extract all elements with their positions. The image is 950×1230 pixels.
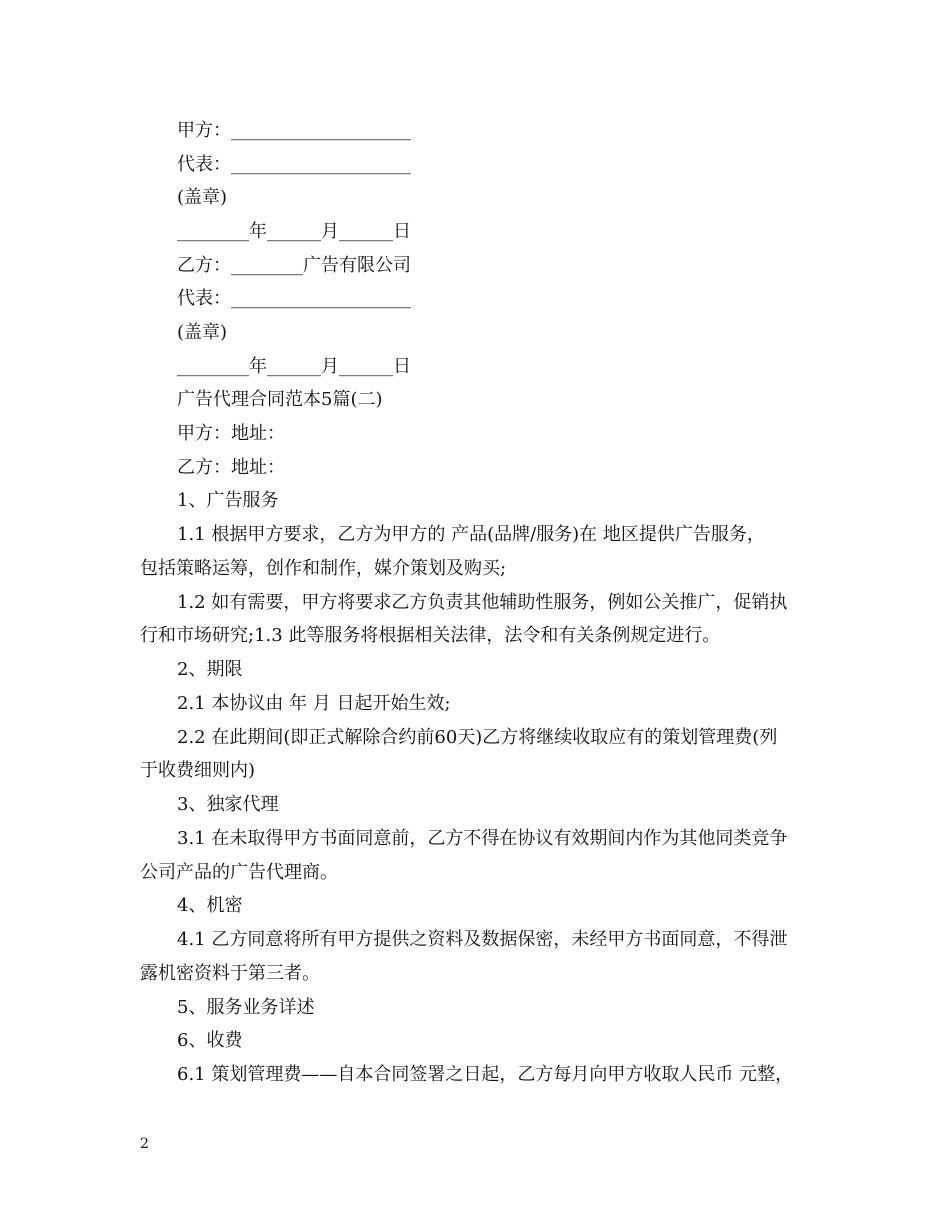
clause-1-2-line-2: 行和市场研究;1.3 此等服务将根据相关法律，法令和有关条例规定进行。 — [140, 625, 721, 646]
clause-3-1-line-1: 3.1 在未取得甲方书面同意前，乙方不得在协议有效期间内作为其他同类竞争 — [177, 828, 788, 849]
clause-1-1-line-2: 包括策略运筹，创作和制作，媒介策划及购买; — [140, 558, 507, 579]
section-4-heading: 4、机密 — [177, 895, 243, 916]
rep-b-line: 代表：____________________ — [177, 288, 411, 309]
party-a-address: 甲方：地址： — [177, 423, 285, 444]
clause-1-1-line-1: 1.1 根据甲方要求，乙方为甲方的 产品(品牌/服务)在 地区提供广告服务， — [177, 524, 765, 545]
party-b-address: 乙方：地址： — [177, 457, 285, 478]
rep-a-line: 代表：____________________ — [177, 154, 411, 175]
section-3-heading: 3、独家代理 — [177, 794, 279, 815]
clause-2-1: 2.1 本协议由 年 月 日起开始生效; — [177, 693, 451, 714]
section-2-heading: 2、期限 — [177, 659, 243, 680]
date-a-line: ________年______月______日 — [177, 221, 411, 242]
clause-2-2-line-2: 于收费细则内) — [140, 760, 256, 781]
section-6-heading: 6、收费 — [177, 1030, 243, 1051]
clause-1-2-line-1: 1.2 如有需要，甲方将要求乙方负责其他辅助性服务，例如公关推广，促销执 — [177, 592, 788, 613]
clause-6-1-line-1: 6.1 策划管理费——自本合同签署之日起，乙方每月向甲方收取人民币 元整， — [177, 1064, 794, 1085]
clause-4-1-line-2: 露机密资料于第三者。 — [140, 963, 320, 984]
clause-4-1-line-1: 4.1 乙方同意将所有甲方提供之资料及数据保密，未经甲方书面同意，不得泄 — [177, 929, 788, 950]
party-a-line: 甲方：____________________ — [177, 120, 411, 141]
section-5-heading: 5、服务业务详述 — [177, 997, 315, 1018]
seal-b: (盖章) — [177, 322, 228, 343]
clause-3-1-line-2: 公司产品的广告代理商。 — [140, 862, 338, 883]
seal-a: (盖章) — [177, 187, 228, 208]
clause-2-2-line-1: 2.2 在此期间(即正式解除合约前60天)乙方将继续收取应有的策划管理费(列 — [177, 727, 778, 748]
party-b-line: 乙方：________广告有限公司 — [177, 255, 411, 276]
page-number: 2 — [140, 1136, 149, 1152]
section-1-heading: 1、广告服务 — [177, 490, 279, 511]
contract-title: 广告代理合同范本5篇(二) — [177, 389, 383, 410]
date-b-line: ________年______月______日 — [177, 356, 411, 377]
